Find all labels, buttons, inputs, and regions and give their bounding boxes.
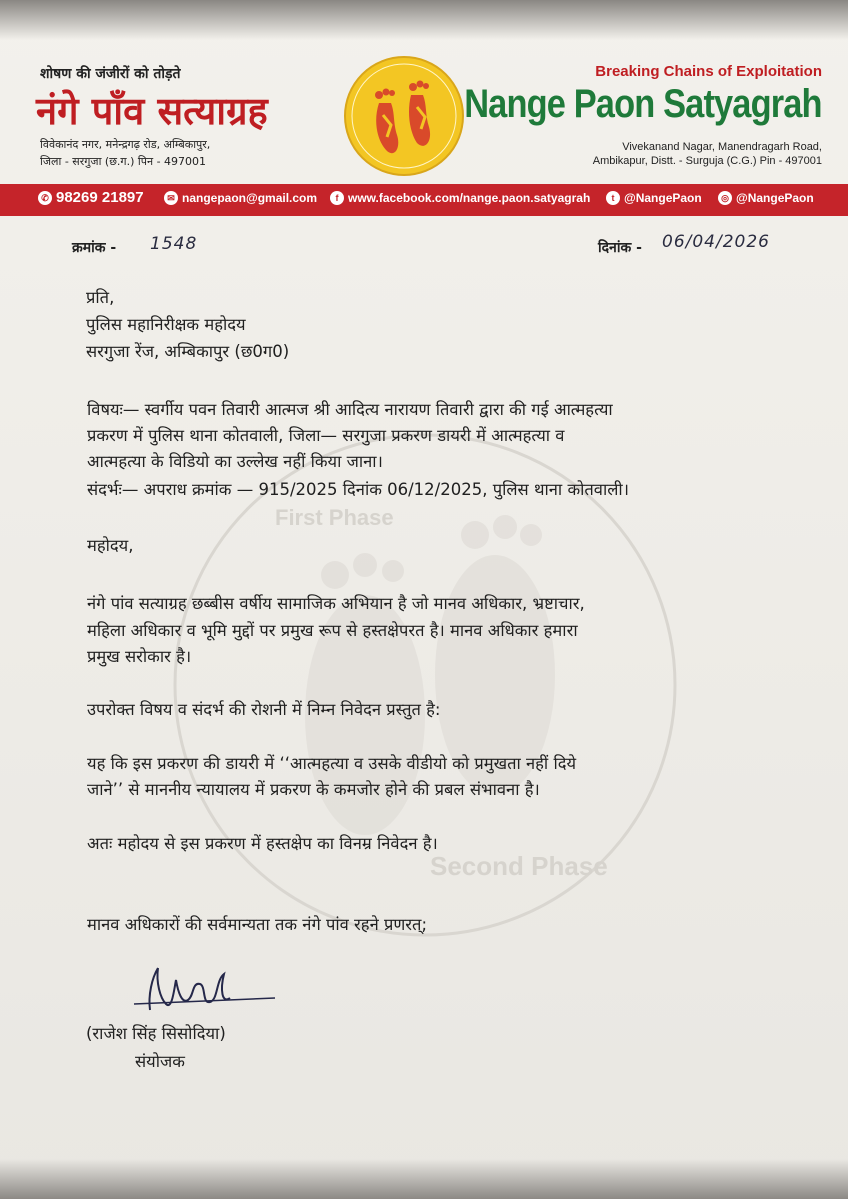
org-name-hindi: नंगे पाँव सत्याग्रह: [36, 89, 268, 133]
contact-twitter[interactable]: [606, 191, 702, 205]
instagram-text: @NangePaon: [736, 191, 814, 205]
subject-line: आत्महत्या के विडियो का उल्लेख नहीं किया जाना।: [87, 452, 383, 471]
contact-facebook[interactable]: [330, 191, 590, 205]
instagram-icon: ◎: [718, 191, 732, 205]
ref-number: 1548: [150, 234, 198, 254]
tagline-hindi: शोषण की जंजीरों को तोड़ते: [40, 66, 181, 82]
signatory-name: (राजेश सिंह सिसोदिया): [86, 1024, 226, 1043]
contact-phone: [38, 189, 144, 206]
watermark-first-phase: First Phase: [275, 505, 394, 530]
salutation: महोदय,: [87, 536, 134, 555]
paragraph-line: नंगे पांव सत्याग्रह छब्बीस वर्षीय सामाजिक अभियान है जो मानव अधिकार, भ्रष्टाचार,: [87, 594, 585, 613]
signatory-title: संयोजक: [135, 1052, 185, 1071]
address-hindi: [40, 136, 210, 170]
twitter-text: @NangePaon: [624, 191, 702, 205]
address-hindi-line: जिला - सरगुजा (छ.ग.) पिन - 497001: [40, 155, 207, 168]
closing-line: मानव अधिकारों की सर्वमान्यता तक नंगे पांव रहने प्रणरत्;: [87, 915, 427, 934]
facebook-text: www.facebook.com/nange.paon.satyagrah: [348, 191, 591, 205]
phone-icon: ✆: [38, 191, 52, 205]
subject-line: प्रकरण में पुलिस थाना कोतवाली, जिला— सरगुजा प्रकरण डायरी में आत्महत्या व: [87, 426, 565, 445]
footprints-logo: [343, 55, 465, 177]
reference-line: संदर्भः— अपराध क्रमांक — 915/2025 दिनांक 06/12/2025, पुलिस थाना कोतवाली।: [87, 480, 629, 499]
watermark-second-phase: Second Phase: [430, 851, 608, 881]
facebook-icon: f: [330, 191, 344, 205]
handwritten-signature: [130, 960, 280, 1020]
address-english-line: Vivekanand Nagar, Manendragarh Road,: [622, 141, 822, 153]
paragraph-line: महिला अधिकार व भूमि मुद्दों पर प्रमुख रूप से हस्तक्षेपरत है। मानव अधिकार हमारा: [87, 621, 578, 640]
address-english: [593, 140, 822, 168]
to-line: प्रति,: [86, 288, 115, 307]
paragraph-line: अतः महोदय से इस प्रकरण में हस्तक्षेप का विनम्र निवेदन है।: [87, 834, 438, 853]
email-icon: ✉: [164, 191, 178, 205]
contact-instagram[interactable]: [718, 191, 814, 205]
address-hindi-line: विवेकानंद नगर, मनेन्द्रगढ़ रोड, अम्बिकापुर,: [40, 138, 211, 151]
contact-email[interactable]: [164, 191, 317, 205]
subject-line: विषयः— स्वर्गीय पवन तिवारी आत्मज श्री आदित्य नारायण तिवारी द्वारा की गई आत्महत्या: [87, 400, 613, 419]
tagline-english: Breaking Chains of Exploitation: [595, 63, 822, 80]
paragraph-line: प्रमुख सरोकार है।: [87, 647, 192, 666]
date-label: दिनांक -: [598, 240, 642, 256]
date-value: 06/04/2026: [662, 232, 770, 252]
org-name-english: Nange Paon Satyagrah: [464, 82, 822, 126]
paragraph-line: यह कि इस प्रकरण की डायरी में ‘‘आत्महत्या व उसके वीडीयो को प्रमुखता नहीं दिये: [87, 754, 577, 773]
email-text: nangepaon@gmail.com: [182, 191, 318, 205]
footprints-watermark: [165, 425, 685, 945]
to-line: पुलिस महानिरीक्षक महोदय: [86, 315, 246, 334]
twitter-icon: t: [606, 191, 620, 205]
to-line: सरगुजा रेंज, अम्बिकापुर (छ0ग0): [86, 342, 290, 361]
ref-label: क्रमांक -: [72, 240, 117, 256]
paragraph-line: उपरोक्त विषय व संदर्भ की रोशनी में निम्न निवेदन प्रस्तुत है:: [87, 700, 441, 719]
phone-number: 98269 21897: [56, 189, 144, 206]
address-english-line: Ambikapur, Distt. - Surguja (C.G.) Pin - 497001: [592, 155, 822, 167]
contact-bar: [0, 184, 848, 216]
paragraph-line: जाने’’ से माननीय न्यायालय में प्रकरण के कमजोर होने की प्रबल संभावना है।: [87, 780, 540, 799]
